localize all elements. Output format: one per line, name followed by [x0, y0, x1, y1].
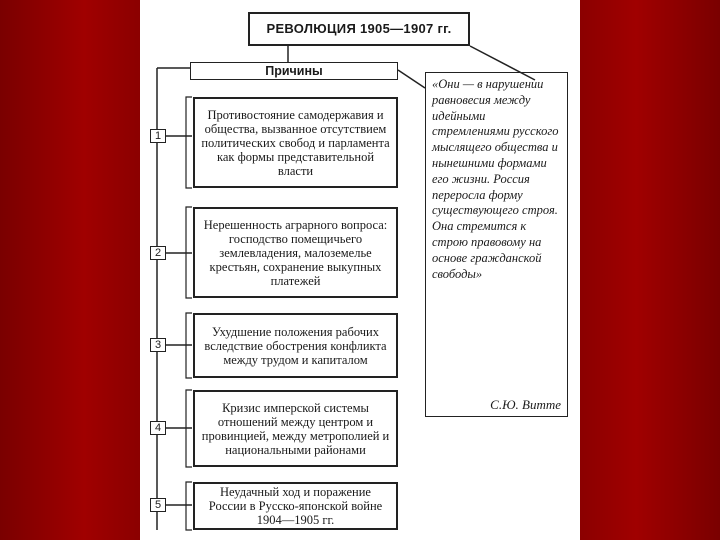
cause-text-2: Нерешенность аграрного вопроса: господство помещичьего землевладения, малоземелье крестьян, сохранение выкупных платежей — [203, 217, 388, 288]
cause-number-3: 3 — [150, 338, 166, 352]
slide-page — [140, 0, 580, 540]
cause-number-4: 4 — [150, 421, 166, 435]
diagram-title — [248, 12, 470, 46]
cause-box-1 — [193, 97, 398, 188]
cause-text-1: Противостояние самодержавия и общества, вызванное отсутствием политических свобод и парламента как формы представительной власти — [201, 107, 390, 178]
quote-author: С.Ю. Витте — [490, 397, 561, 413]
cause-number-1: 1 — [150, 129, 166, 143]
left-background — [0, 0, 140, 540]
cause-box-5 — [193, 482, 398, 530]
cause-number-2: 2 — [150, 246, 166, 260]
quote-text: «Они — в нарушении равновесия между идейными стремлениями русского мыслящего общества и нынешними формами его жизни. Россия переросла форму существующего строя. Она стремится к строю правовому на основе гражданской свободы» — [432, 77, 559, 281]
witte-quote-box — [425, 72, 568, 417]
cause-box-4 — [193, 390, 398, 467]
causes-header-text: Причины — [265, 64, 323, 78]
cause-box-2 — [193, 207, 398, 298]
cause-text-4: Кризис имперской системы отношений между центром и провинцией, между метрополией и национальными районами — [201, 400, 390, 457]
cause-box-3 — [193, 313, 398, 378]
diagram-title-text: РЕВОЛЮЦИЯ 1905—1907 гг. — [266, 21, 452, 36]
cause-number-5: 5 — [150, 498, 166, 512]
causes-header — [190, 62, 398, 80]
cause-text-5: Неудачный ход и поражение России в Русско-японской войне 1904—1905 гг. — [208, 485, 383, 527]
cause-text-3: Ухудшение положения рабочих вследствие обострения конфликта между трудом и капиталом — [204, 324, 387, 367]
right-background — [580, 0, 720, 540]
